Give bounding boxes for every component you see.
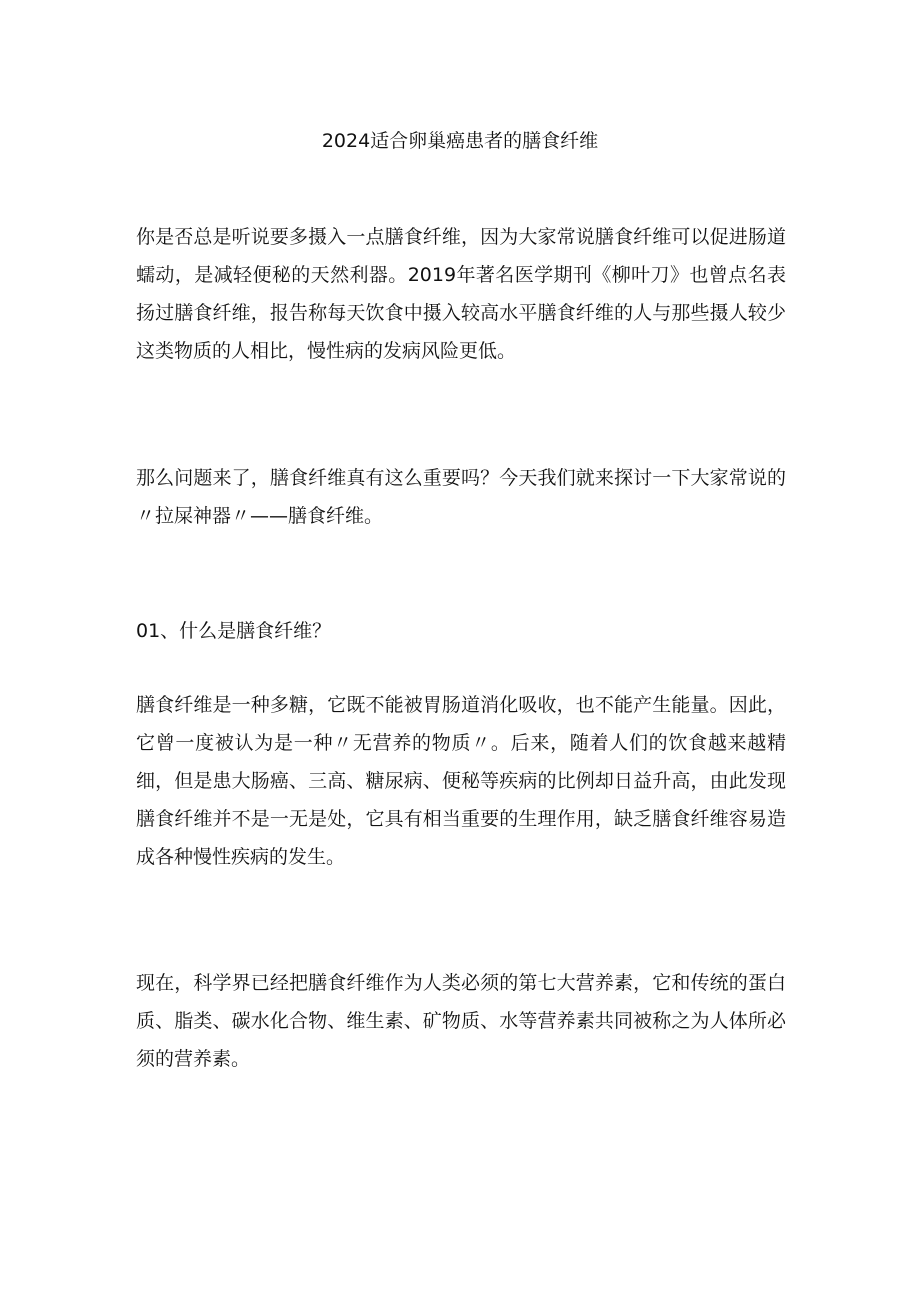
section-heading: 01、什么是膳食纤维？ xyxy=(136,620,332,642)
paragraph-question: 那么问题来了，膳食纤维真有这么重要吗？今天我们就来探讨一下大家常说的〃拉屎神器〃——膳食纤维。 xyxy=(136,467,786,527)
paragraph-nutrient: 现在，科学界已经把膳食纤维作为人类必须的第七大营养素，它和传统的蛋白质、脂类、碳水化合物、维生素、矿物质、水等营养素共同被称之为人体所必须的营养素。 xyxy=(136,972,786,1070)
paragraph-intro: 你是否总是听说要多摄入一点膳食纤维，因为大家常说膳食纤维可以促进肠道蠕动，是减轻便秘的天然利器。2019年著名医学期刊《柳叶刀》也曾点名表扬过膳食纤维，报告称每天饮食中摄入较高水平膳食纤维的人与那些摄人较少这类物质的人相比，慢性病的发病风险更低。 xyxy=(136,226,786,362)
paragraph-definition: 膳食纤维是一种多糖，它既不能被胃肠道消化吸收，也不能产生能量。因此，它曾一度被认为是一种〃无营养的物质〃。后来，随着人们的饮食越来越精细，但是患大肠癌、三高、糖尿病、便秘等疾病的比例却日益升高，由此发现膳食纤维并不是一无是处，它具有相当重要的生理作用，缺乏膳食纤维容易造成各种慢性疾病的发生。 xyxy=(136,694,786,868)
document-title: 2024适合卵巢癌患者的膳食纤维 xyxy=(321,130,599,152)
